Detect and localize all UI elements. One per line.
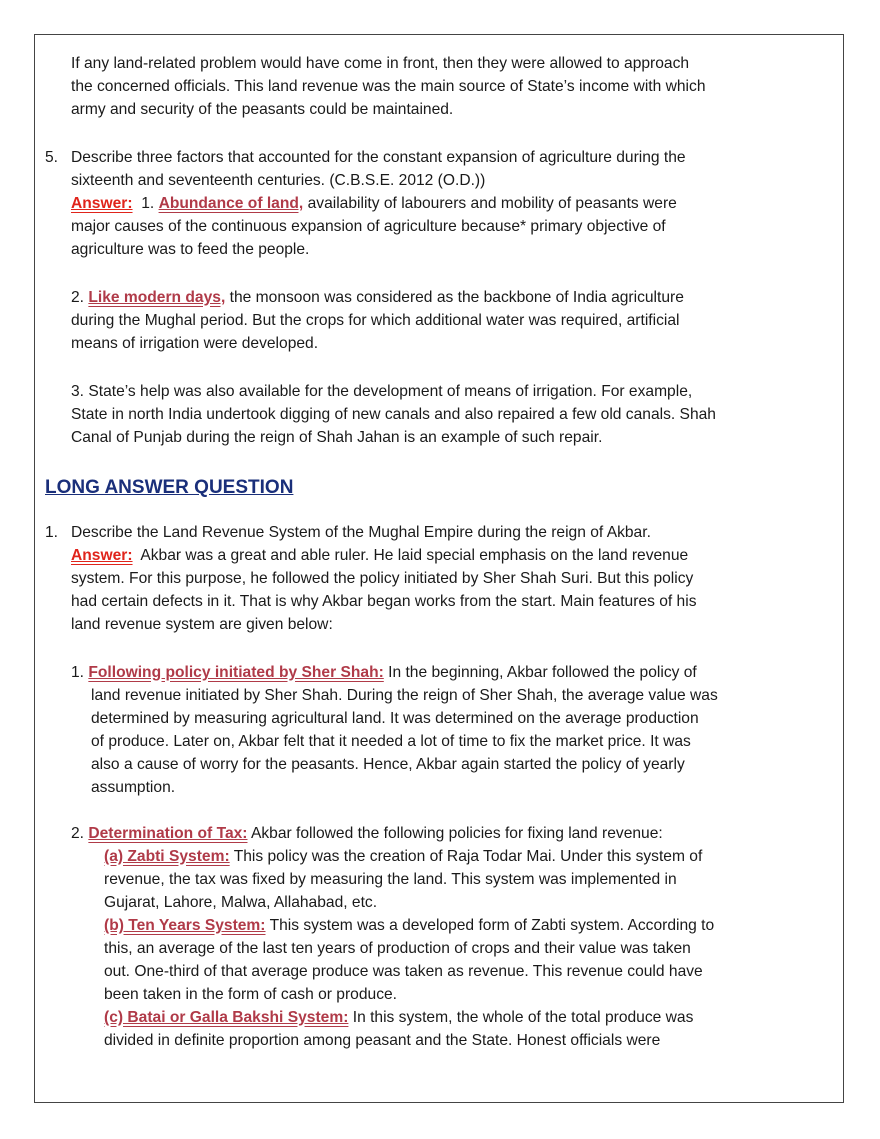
q5-point-2: [71, 286, 684, 355]
point-prefix: 1.: [71, 664, 85, 681]
text-line: system. For this purpose, he followed the policy initiated by Sher Shah Suri. But this policy: [71, 570, 694, 587]
text-line: revenue, the tax was fixed by measuring the land. This system was implemented in: [104, 871, 677, 888]
text-line: determined by measuring agricultural land. It was determined on the average production: [91, 710, 699, 727]
question-number: 1.: [45, 524, 59, 541]
answer-label: Answer:: [71, 195, 133, 212]
laq-point-1: [71, 661, 697, 684]
q5-point-3: [71, 380, 716, 449]
point-highlight: Like modern days,: [88, 289, 226, 306]
point-prefix: 2.: [71, 825, 85, 842]
text-line: major causes of the continuous expansion of agriculture because* primary objective of: [71, 218, 666, 235]
intro-paragraph: [71, 52, 706, 121]
point-prefix: 1.: [141, 195, 155, 212]
laq-point-2-subpoints: [104, 845, 714, 1052]
text-line: agriculture was to feed the people.: [71, 241, 310, 258]
subpoint-text: This system was a developed form of Zabti system. According to: [269, 917, 715, 934]
subpoint-text: In this system, the whole of the total produce was: [352, 1009, 694, 1026]
text-line: means of irrigation were developed.: [71, 335, 319, 352]
question-5: [45, 146, 686, 169]
text-line: 3. State’s help was also available for the development of means of irrigation. For example,: [71, 383, 693, 400]
text-line: also a cause of worry for the peasants. Hence, Akbar again started the policy of yearly: [91, 756, 685, 773]
text-line: land revenue initiated by Sher Shah. During the reign of Sher Shah, the average value was: [91, 687, 718, 704]
text-line: divided in definite proportion among peasant and the State. Honest officials were: [104, 1032, 661, 1049]
point-text: availability of labourers and mobility of peasants were: [307, 195, 677, 212]
question-text: sixteenth and seventeenth centuries. (C.B.S.E. 2012 (O.D.)): [71, 172, 486, 189]
question-number: 5.: [45, 149, 59, 166]
point-text: the monsoon was considered as the backbone of India agriculture: [229, 289, 684, 306]
point-text: In the beginning, Akbar followed the policy of: [388, 664, 697, 681]
text-line: this, an average of the last ten years of production of crops and their value was taken: [104, 940, 691, 957]
section-heading: LONG ANSWER QUESTION: [45, 477, 294, 498]
text-line: of produce. Later on, Akbar felt that it needed a lot of time to fix the market price. It was: [91, 733, 691, 750]
subpoint-highlight: (b) Ten Years System:: [104, 917, 266, 934]
text-line: land revenue system are given below:: [71, 616, 333, 633]
point-text: Akbar followed the following policies for fixing land revenue:: [250, 825, 663, 842]
question-text: Describe three factors that accounted for the constant expansion of agriculture during the: [71, 149, 686, 166]
text-line: Gujarat, Lahore, Malwa, Allahabad, etc.: [104, 894, 378, 911]
text-line: had certain defects in it. That is why Akbar began works from the start. Main features of his: [71, 593, 697, 610]
question-5-body: [71, 169, 677, 261]
subpoint-highlight: (c) Batai or Galla Bakshi System:: [104, 1009, 349, 1026]
text-line: If any land-related problem would have come in front, then they were allowed to approach: [71, 55, 690, 72]
long-question-1: [45, 521, 651, 544]
point-highlight: Abundance of land,: [158, 195, 304, 212]
answer-text: Akbar was a great and able ruler. He laid special emphasis on the land revenue: [140, 547, 689, 564]
text-line: the concerned officials. This land revenue was the main source of State’s income with which: [71, 78, 706, 95]
text-line: State in north India undertook digging of new canals and also repaired a few old canals. Shah: [71, 406, 716, 423]
question-text: Describe the Land Revenue System of the Mughal Empire during the reign of Akbar.: [71, 524, 651, 541]
text-line: out. One-third of that average produce was taken as revenue. This revenue could have: [104, 963, 703, 980]
long-answer-1: [71, 544, 697, 636]
laq-point-2: [71, 822, 663, 845]
subpoint-highlight: (a) Zabti System:: [104, 848, 230, 865]
point-highlight: Following policy initiated by Sher Shah:: [88, 664, 384, 681]
text-line: army and security of the peasants could be maintained.: [71, 101, 454, 118]
point-prefix: 2.: [71, 289, 85, 306]
laq-point-1-body: [91, 684, 718, 799]
text-line: assumption.: [91, 779, 176, 796]
text-line: been taken in the form of cash or produce.: [104, 986, 397, 1003]
answer-label: Answer:: [71, 547, 133, 564]
subpoint-text: This policy was the creation of Raja Todar Mai. Under this system of: [233, 848, 703, 865]
text-line: during the Mughal period. But the crops for which additional water was required, artificial: [71, 312, 680, 329]
text-line: Canal of Punjab during the reign of Shah Jahan is an example of such repair.: [71, 429, 603, 446]
point-highlight: Determination of Tax:: [88, 825, 248, 842]
